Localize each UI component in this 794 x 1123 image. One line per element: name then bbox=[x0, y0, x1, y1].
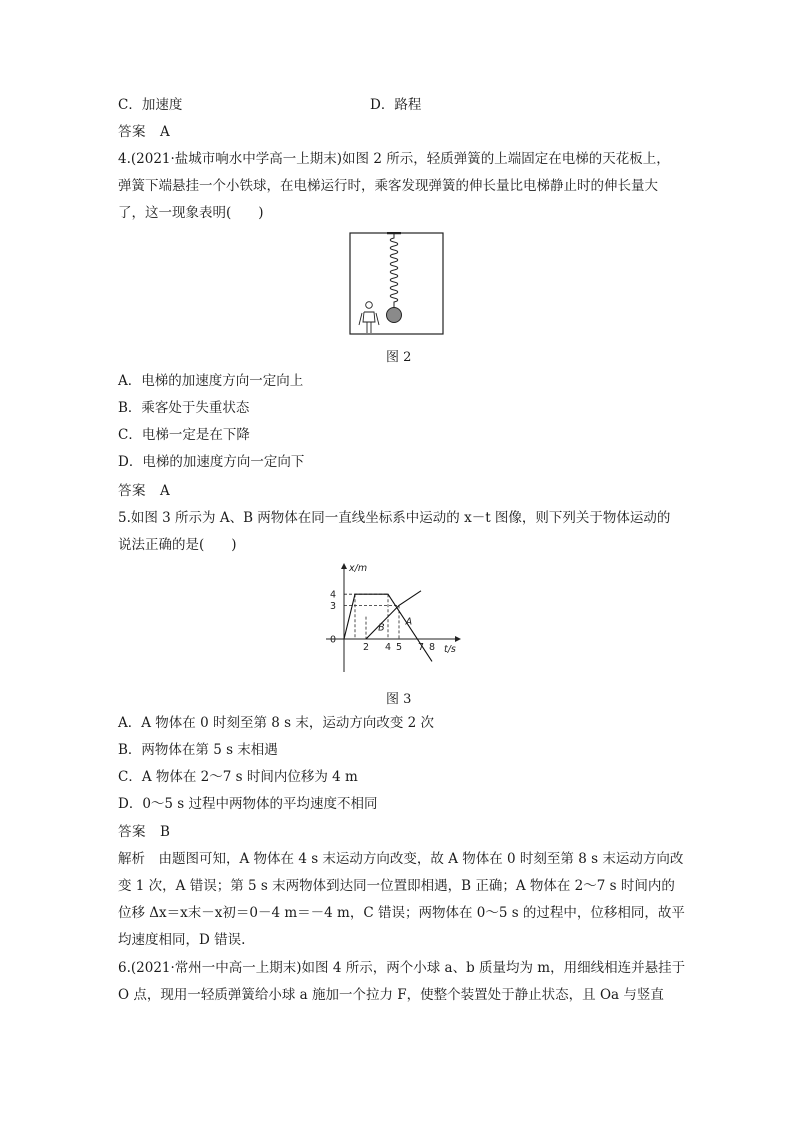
series-label-b: B bbox=[378, 622, 385, 634]
x-axis-label: t/s bbox=[444, 644, 456, 655]
y-tick-label: 3 bbox=[329, 600, 336, 612]
analysis-line: 变 1 次，A 错误；第 5 s 末两物体到达同一位置即相遇，B 正确；A 物体在 2～7 s 时间内的 bbox=[118, 878, 675, 894]
x-tick-label: 2 bbox=[362, 642, 370, 653]
option-a: A．A 物体在 0 时刻至第 8 s 末，运动方向改变 2 次 bbox=[118, 715, 435, 731]
option-b: B．两物体在第 5 s 末相遇 bbox=[118, 742, 278, 758]
question-stem-line: 5.如图 3 所示为 A、B 两物体在同一直线坐标系中运动的 x－t 图像，则下列关于物体运动的 bbox=[118, 510, 671, 526]
question-stem-line: 4.(2021·盐城市响水中学高一上期末)如图 2 所示，轻质弹簧的上端固定在电梯的天花板上， bbox=[118, 151, 670, 167]
option-d: D．0～5 s 过程中两物体的平均速度不相同 bbox=[118, 796, 378, 812]
option-b: B．乘客处于失重状态 bbox=[118, 400, 250, 416]
analysis-line: 解析 由题图可知，A 物体在 4 s 末运动方向改变，故 A 物体在 0 时刻至第 8 s 末运动方向改 bbox=[118, 851, 684, 867]
answer-label: 答案 bbox=[118, 483, 146, 499]
question-stem-line: O 点，现用一轻质弹簧给小球 a 施加一个拉力 F，使整个装置处于静止状态，且 Oa 与竖直 bbox=[118, 987, 664, 1003]
answer-label: 答案 bbox=[118, 824, 146, 840]
answer-value: B bbox=[160, 824, 171, 840]
option-a: A．电梯的加速度方向一定向上 bbox=[118, 373, 304, 389]
figure-caption: 图 2 bbox=[386, 350, 412, 365]
elevator-spring-figure bbox=[349, 232, 445, 336]
y-axis-label: x/m bbox=[349, 563, 368, 574]
answer-line bbox=[118, 823, 170, 841]
option-c: C．加速度 bbox=[118, 97, 183, 113]
option-c: C．A 物体在 2～7 s 时间内位移为 4 m bbox=[118, 769, 358, 785]
passenger-icon bbox=[359, 302, 379, 333]
analysis-line: 均速度相同，D 错误. bbox=[118, 932, 246, 948]
question-stem-line: 6.(2021·常州一中高一上期末)如图 4 所示，两个小球 a、b 质量均为 m，用细线相连并悬挂于 bbox=[118, 960, 686, 976]
question-stem-line: 弹簧下端悬挂一个小铁球，在电梯运行时，乘客发现弹簧的伸长量比电梯静止时的伸长量大 bbox=[118, 178, 658, 194]
y-tick-label: 4 bbox=[329, 589, 336, 601]
question-stem-line: 了，这一现象表明( ) bbox=[118, 205, 264, 221]
x-tick-label: 5 bbox=[395, 642, 403, 653]
x-tick-label: 8 bbox=[428, 642, 436, 653]
figure-caption: 图 3 bbox=[386, 692, 412, 707]
x-tick-label: 7 bbox=[417, 642, 425, 653]
question-stem-line: 说法正确的是( ) bbox=[118, 537, 237, 553]
iron-ball bbox=[387, 308, 402, 323]
option-c: C．电梯一定是在下降 bbox=[118, 427, 250, 443]
x-tick-label: 4 bbox=[384, 642, 392, 653]
answer-value: A bbox=[160, 124, 171, 140]
answer-line bbox=[118, 123, 170, 141]
xt-graph bbox=[318, 560, 464, 676]
analysis-line: 位移 Δx＝x末－x初＝0－4 m＝－4 m，C 错误；两物体在 0～5 s 的过程中，位移相同，故平 bbox=[118, 905, 685, 921]
y-tick-label: 0 bbox=[329, 634, 336, 646]
answer-line bbox=[118, 482, 170, 500]
series-label-a: A bbox=[405, 616, 413, 628]
option-d: D．电梯的加速度方向一定向下 bbox=[118, 454, 305, 470]
spring-icon bbox=[390, 234, 398, 308]
option-d: D．路程 bbox=[370, 97, 422, 113]
answer-value: A bbox=[160, 483, 171, 499]
answer-label: 答案 bbox=[118, 124, 146, 140]
